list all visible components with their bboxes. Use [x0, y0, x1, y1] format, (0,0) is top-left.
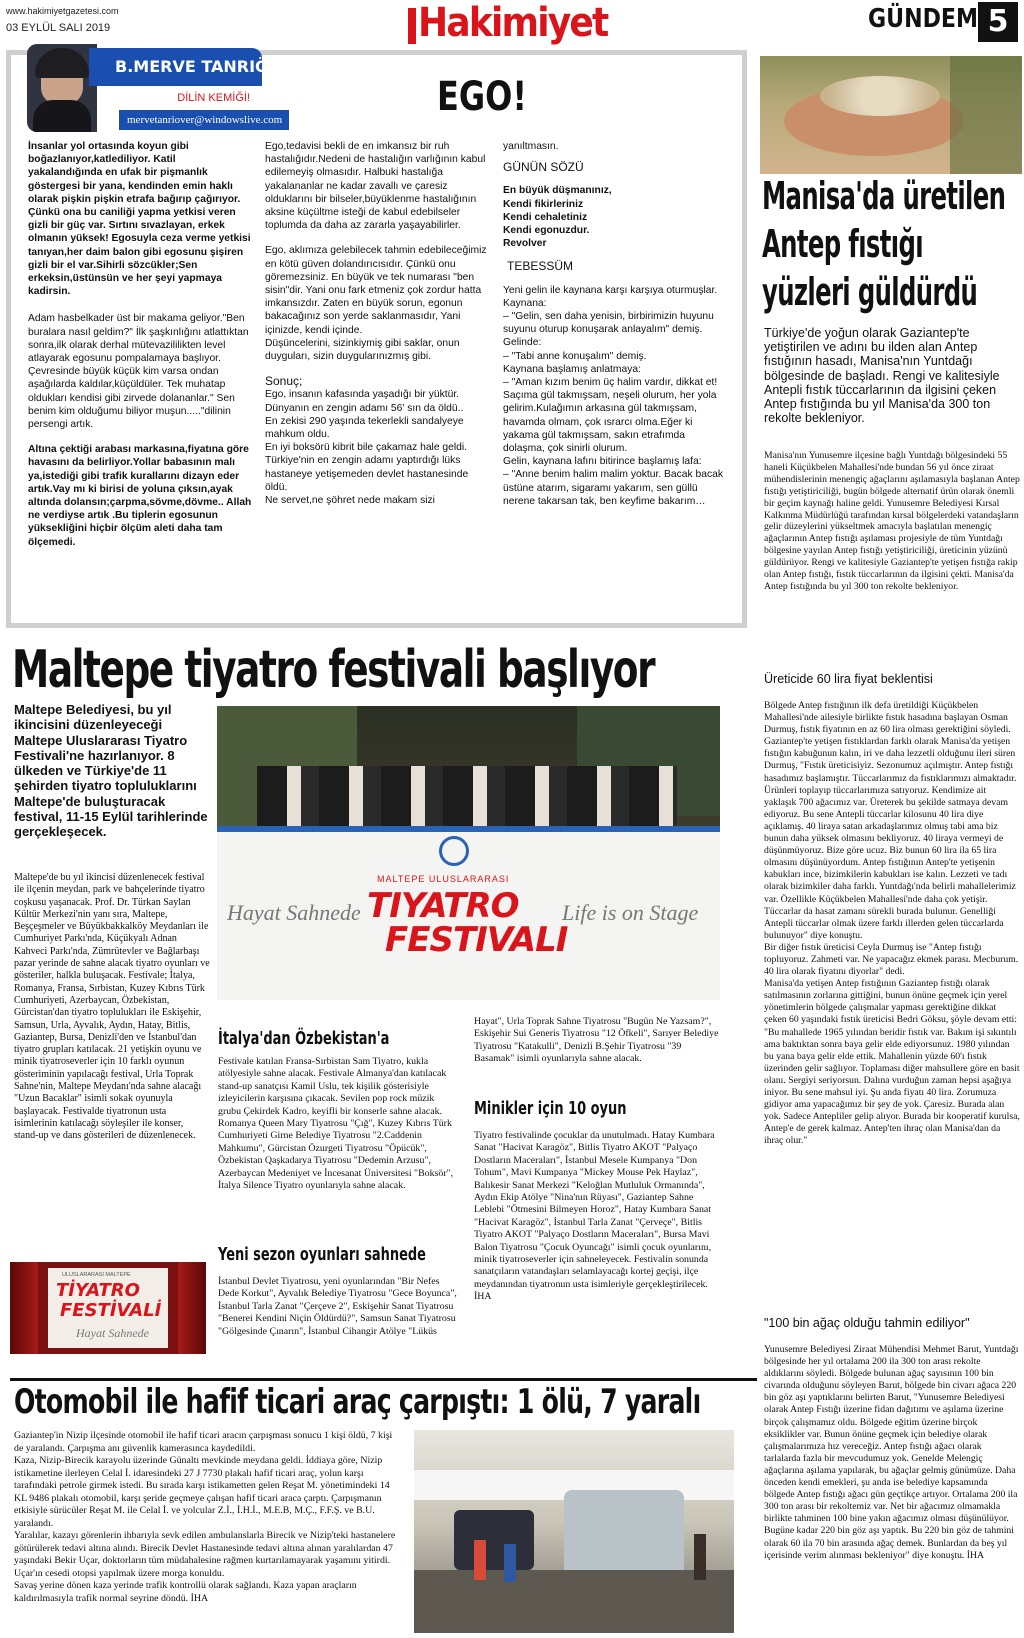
kaza-body: Gaziantep'in Nizip ilçesinde otomobil ile hafif ticari aracın çarpışması sonucu 1 kişi öldü, 7 kişi de yaralandı. Çarpışma anı güvenlik kamerasınca kaydedildi. Kaza, Nizip-Birecik karayolu üzerinde Günaltı mevkinde meydana geldi. İddiaya göre, Nizip istikametine ilerleyen Celal İ. idaresindeki 27 J 7730 plakalı hafif ticari araç, yolun karşı tarafındaki petrole girmek istedi. Bu sırada karşı istikametten gelen Reşat M. yönetimindeki 14 KL 9486 plakalı otomobil, karşı şeride geçmeye çalışan hafif ticari araca çarptı. Çarpışmanın etkisiyle sürücüler Reşat M. ile Celal İ. ve yolcular Z.İ., İ.H.İ., M.E.B, M.Ç., F.F.Ş. ve B.U. yaralandı. Yaralılar, kazayı görenlerin ihbarıyla sevk edilen ambulanslarla Birecik ve Nizip'teki hastanelere götürülerek tedavi altına alındı. Birecik Devlet Hastanesinde tedavi altına alınan yaralılardan 47 yaşındaki Bekir Uçar, doktorların tüm müdahalesine rağmen kurtarılamayarak yaşamını yitirdi. Uçar'ın cesedi otopsi yapılmak üzere morga konuldu. Savaş yerine dönen kaza yerinde trafik kontrollü olarak sağlandı. Kaza yapan araçların kaldırılmasıyla trafik normal seyrine döndü. İHA [14, 1430, 396, 1604]
newspaper-logo [380, 0, 640, 46]
tiyatro-body-italya: Festivale katılan Fransa-Sırbistan Sam Tiyatro, kukla atölyesiyle sahne alacak. Festivale Almanya'dan katılacak stand-up sanatçısı Kamil Uslu, tek kişilik gösterisiyle izleyicilerin karşısına çıkacak. Sevilen pop rock müzik grubu Çekirdek Kadro, keyifli bir konserle sahne alacak. Romanya Queen Mary Tiyatrosu "Çığ", Kuzey Kıbrıs Türk Cumhuriyeti Girne Belediye Tiyatrosu "2.Caddenin Mahkumu", Gürcistan Özurgeti Tiyatrosu "Öpücük", Özbekistan Qaşkadarya Tiyatrosu "Dedemin Arzusu", Azerbaycan Medeniyet ve İncesanat Üniversitesi "Boksör", İtalya Silence Tiyatro oyunlarıyla sahne alacak. [218, 1056, 454, 1192]
quote-of-day: En büyük düşmanınız, Kendi fikirleriniz Kendi cehaletiniz Kendi egonuzdur. Revolver [503, 185, 612, 250]
poster-script: Hayat Sahnede [76, 1326, 149, 1340]
column-text-col3 [503, 140, 727, 520]
festival-banner [217, 826, 720, 1000]
column-tagline: DİLİN KEMİĞİ! [177, 92, 250, 104]
column-paragraph: Altına çektiği arabası markasına,fiyatına göre havasını da belirliyor.Yollar babasının malı ya,istediği gibi trafik kurallarını dizayn eder artık.Vay mı ki birisi de yoluna çıksın,ayak altında dolansın;çarpma,sövme,dövme.. Allah ne verdiyse artık .Bu tiplerin egosunun yüksekliğini hiçbir ölçüm aleti daha tam ölçemedi. [28, 444, 252, 548]
gunun-sozu-label: GÜNÜN SÖZÜ [503, 160, 584, 175]
tiyatro-headline: Maltepe tiyatro festivali başlıyor [12, 640, 655, 700]
logo-text: Hakimiyet [418, 0, 608, 46]
column-paragraph: Ego, insanın kafasında yaşadığı bir yüktür. Dünyanın en zengin adamı 56' sın da öldü.. En zekisi 290 yaşında tekerlekli sandalyeye mahkum oldu. En iyi boksörü kibrit bile çakamaz hale geldi. Türkiye'nin en zengin adamı yaptırdığı lüks hastaneye yetişemeden devlet hastanesinde öldü. Ne servet,ne şöhret nede makam sizi [265, 389, 469, 507]
tebessum-label: TEBESSÜM [507, 259, 574, 274]
banner-title-1: TIYATRO [367, 886, 519, 926]
sonuc-label: Sonuç; [265, 374, 303, 389]
fistik-subhead-1: Üreticide 60 lira fiyat beklentisi [764, 672, 933, 686]
page-number: 5 [978, 2, 1018, 42]
divider [10, 1378, 757, 1381]
poster-title-2: FESTİVALİ [60, 1300, 162, 1321]
tiyatro-lead: Maltepe Belediyesi, bu yıl ikincisini düzenleyeceği Maltepe Uluslararası Tiyatro Festivali'ne hazırlanıyor. 8 ülkeden ve Türkiye'de 11 şehirden tiyatro topluluklarını Maltepe'de buluşturacak festival, 11-15 Eylül tarihlerinde gerçekleşecek. [14, 702, 208, 840]
poster-title-1: TİYATRO [56, 1280, 140, 1301]
column-text-col1 [28, 140, 252, 561]
column-title: EGO! [437, 74, 527, 120]
poster-small-text: ULUSLARARASI MALTEPE [62, 1272, 131, 1278]
author-email[interactable]: mervetanriover@windowslive.com [119, 110, 289, 130]
fistik-lead: Türkiye'de yoğun olarak Gaziantep'te yetiştirilen ve adını bu ilden alan Antep fıstığının hasadı, Manisa'nın Yuntdağı bölgesinde de başladı. Rengi ve kalitesiyle Antepli fıstık tüccarlarının da ilgisini çeken Antep fıstığında bu yıl Manisa'da 300 ton rekolte bekleniyor. [764, 326, 1000, 426]
festival-photo [217, 706, 720, 1000]
fistik-headline-line: Antep fıstığı [762, 222, 923, 266]
tiyatro-subhead-yeni: Yeni sezon oyunları sahnede [218, 1244, 426, 1265]
website-url[interactable]: www.hakimiyetgazetesi.com [6, 6, 119, 16]
tiyatro-body-1: Maltepe'de bu yıl ikincisi düzenlenecek festival ile ilçenin meydan, park ve bahçelerinde tiyatro coşkusu yaşanacak. Prof. Dr. Türkan Saylan Kültür Merkezi'nin yanı sıra, Maltepe, Beşçeşmeler ve Büyükbakkalköy Meydanları ile Cumhuriyet Parkı'nda, Küçükyalı Adnan Kahveci Parkı'nda, Zümrütevler ve Bağlarbaşı pazar yerinde de sahne alacak tiyatro oyunları ve gösteriler, halkla buluşacak. Festivale; İtalya, Romanya, Fransa, Sırbistan, Kuzey Kıbrıs Türk Cumhuriyeti, Azerbaycan, Özbekistan, Gürcistan'dan tiyatro toplulukları ile Eskişehir, Samsun, Urla, Ayvalık, Aydın, Hatay, Bitlis, Gaziantep, Bursa, Denizli'den ve İstanbul'dan tiyatro grupları katılacak. 21 yetişkin oyunu ve minik tiyatroseverler için 10 farklı oyunun gösteriminin yapılacağı festival, Urla Toprak Sahne'nin, Maltepe Meydanı'nda sahne alacağı "Uzun Bacaklar" isimli sokak oyunuyla başlayacak. Festivalde tiyatronun usta isimlerinin katılacağı söyleşiler ile konser, stand-up ve dans gösterileri de düzenlenecek. [14, 872, 210, 1142]
banner-small-text: MALTEPE ULUSLARARASI [377, 874, 510, 884]
banner-title-2: FESTIVALI [385, 920, 568, 960]
fistik-headline-line: yüzleri güldürdü [762, 270, 978, 314]
logo-bar [408, 8, 416, 44]
tiyatro-subhead-italya: İtalya'dan Özbekistan'a [218, 1028, 390, 1049]
fistik-headline [762, 172, 1024, 316]
maltepe-emblem-icon [439, 836, 469, 866]
column-text-col2 [265, 140, 491, 519]
section-name: GÜNDEM [868, 4, 979, 34]
column-paragraph: Ego,tedavisi bekli de en imkansız bir ruh hastalığıdır.Nedeni de hastalığın varlığının kabul edilemeyiş olmasıdır. Halbuki hastalığa yakalananlar ne kadar zavallı ve çaresiz olduklarını bir bilseler,büyüklenme hastalığının aksine küçültme isteği de kabul edebilseler toplumda da daha az zararla yaşayabilirler. [265, 141, 486, 232]
column-paragraph: Adam hasbelkader üst bir makama geliyor."Ben buralara nasıl geldim?" İlk şaşkınlığını atlattıktan sonra,ilk olarak derhal mütevazililikten level atlayarak egosunu pompalamaya başlıyor. Çevresinde büyük küçük kim varsa ondan aşağılarda kaldılar,küçüldüler. Tek muhatap oldukları kendisi gibi zirvede dolananlar." Sen benim kim olduğumu biliyor muşun....."dilinin persengi artık. [28, 313, 249, 431]
column-paragraph: yanıltmasın. [503, 141, 559, 152]
fistik-body-1: Manisa'nın Yunusemre ilçesine bağlı Yuntdağı bölgesindeki 55 haneli Küçükbelen Mahallesi'nde bundan 56 yıl önce ziraat mühendislerinin menengiç ağaçlarını aşılamasıyla başlanan Antep fıstığı yetiştiriciliği, bugün bölgede alternatif ürün olarak önemli bir geçim kaynağı haline geldi. Yunusemre Belediyesi Kırsal Kalkınma Müdürlüğü tarafından kırsal bölgelerdeki vatandaşların gelir düzeylerini yükseltmek amacıyla başlatılan menengiç ağaçlarının Antep fıstığı aşılaması projesiyle de tüm Yuntdağı bölgesine yayılan Antep fıstığı yetiştiriciliği, üreticinin yüzünü güldürüyor. Rengi ve kalitesiyle Gaziantep'te yetişen fıstığa rakip olan Antep fıstığı, fıstık tüccarlarının da ilgisini çekti. Manisa'da Antep fıstığında bu yıl 300 ton rekolte bekleniyor. [764, 450, 1020, 592]
tiyatro-subhead-minik: Minikler için 10 oyun [474, 1098, 627, 1119]
issue-date: 03 EYLÜL SALI 2019 [6, 22, 111, 34]
column-paragraph: İnsanlar yol ortasında koyun gibi boğazlanıyor,katlediliyor. Katil yakalandığında en ufak bir pişmanlık göstergesi bir yana, kendinden emin haklı olarak pişkin pişkin etrafa bağırıp çağırıyor. Çünkü ona bu caniliği yapma yetkisi veren gizli bir güç var. Sırtını sıvazlayan, erkek olmanın yüksek! Egosuyla ceza verme yetkisi tanıyan,her daim balon gibi egosunu şişiren gizli bir el var.Sihirli sözcükler;Sen erkeksin,üstünsün ve her şeyi yapmaya kadirsin. [28, 141, 251, 298]
tiyatro-body-yeni: İstanbul Devlet Tiyatrosu, yeni oyunlarından "Bir Nefes Dede Korkut", Ayvalık Belediye Tiyatrosu "Gece Boyunca", İstanbul Tarla Zanat "Çerçeve 2", Eskişehir Sanat Tiyatrosu "Benerei Kendini Niçin Öldürdü?", Samsun Sanat Tiyatrosu "Gölgesinde Çınarın", İstanbul Cihangir Atölye "Lüküs [218, 1276, 457, 1337]
fistik-headline-line: Manisa'da üretilen [762, 174, 1006, 218]
tiyatro-body-col3: Hayat", Urla Toprak Sahne Tiyatrosu "Bugün Ne Yazsam?", Eskişehir Sui Generis Tiyatrosu "12 Öfkeli", Sarıyer Belediye Tiyatrosu "Katakulli", Denizli B.Şehir Tiyatrosu "39 Basamak" isimli oyunlarıyla sahne alacak. [474, 1016, 719, 1065]
tiyatro-body-minik: Tiyatro festivalinde çocuklar da unutulmadı. Hatay Kumbara Sanat "Hacivat Karagöz", Bitlis Tiyatro AKOT "Palyaço Dostların Maceraları", İstanbul Mesele Kumpanya "Don Tohum", Mavi Kumpanya "Mickey Mouse Pek Haylaz", Balıkesir Sanat Merkezi "Keloğlan Mutluluk Ormanında", Aydın Ekip Atölye "Nina'nın Rüyası", Gaziantep Sahne Leblebi "Ötmesini Bilmeyen Horoz", Hatay Kumbara Sanat "Hacivat Karagöz", İstanbul Tarla Zanat "Çerveçe", Bitlis Tiyatro AKOT "Palyaço Dostların Maceraları", Bursa Mavi Balon Tiyatrosu "Çocuk Oyuncağı" isimli çocuk oyunlarını, minik tiyatroseverler için sahneleyecek. Festivalin sonunda sanatçıların vatandaşları selamlayacağı kortej geçişi, ilçe meydanından tiyatronun usta isimleriyle gerçekleştirilecek. İHA [474, 1130, 715, 1303]
pistachio-photo [760, 56, 1022, 174]
banner-right-script: Life is on Stage [562, 900, 699, 925]
banner-left-script: Hayat Sahnede [227, 900, 361, 925]
fistik-body-2: Bölgede Antep fıstığının ilk defa üretildiği Küçükbelen Mahallesi'nde ailesiyle birlikte fıstık hasadına başlayan Osman Durmuş, fıstık fiyatının en az 60 lira olması gerektiğini söyledi. Gaziantep'te yetişen fıstıklardan farklı olarak Manisa'da yetişen fıstığın kabuğunun kalın, iri ve daha lezzetli olduğunu ileri süren Durmuş, "Fıstık üreticisiyiz. Sezonumuz açılmıştır. Antep fıstığı hasadımız başlamıştır. Tüccarlarımız da fıstıklarımızı almaktadır. Ürünleri toplayıp tüccarlarımıza satıyoruz. Kendimize ait yaklaşık 700 ağacımız var. Üreterek bu şekilde satmaya devam ediyoruz. Bu sene Antepli tüccarlar kilosunu 40 lira diye açıklamış. 40 liraya satan arkadaşlarımız olmuş tabi ama biz bunun daha yüksek olmasını bekliyoruz. 40 liraya vermeyi de düşünmüyoruz. Bize göre ucuz. Biz bunun 60 lira ila 65 lira olmasını düşünüyordum. Antep fıstığının Antep'te yetişenin kabukları ince, bizimkilerin kabukları ise kalın. Lezzeti ve tadı olarak bizimkiler daha farklı. Yuntdağı'nda belirli mahallelerimiz var. Özellikle Küçükbelen Mahallesi'nde daha çok yetişir. Tüccarlar da hasat zamanı sürekli burada bulunur. Genelliği Antepli tüccarlar olmak üzere farklı illerden gelen tüccarlarda bulunuyor" diye konuştu. Bir diğer fıstık üreticisi Ceyla Durmuş ise "Antep fıstığı topluyoruz. Zahmeti var. Ne yapacağız ekmek parası. Mecburum. 40 lira olarak fiyatını diyorlar" dedi. Manisa'da yetişen Antep fıstığının Gaziantep fıstığı olarak satılmasının zorlarına gittiğini, bunun önüne geçmek için yerel yönetimlerin bölgede çalışmalar yapması gerektiğine dikkat çeken 60 yaşındaki fıstık üreticisi Bedri Göksu, şöyle devam etti: "Bu mahallede 1965 yılından beridir fıstık var. Bakım işi sıkıntılı ama baktıktan sonra baya gelir elde ediyorsunuz. 1980 yılından bu yana baya gelir elde ettik. Mahallenin yüzde 60'ı fıstık üzerinden gelir sağlıyor. Toplaması diğer mahsullere göre en basit olanı. Sergiyi seriyorsun. Dalına vurduğun zaman hepsi aşağıya iniyor. Bu sene mahsul iyi. Şu anda fiyatı 40 lira. Zorumuza gidiyor ama yapacağımız bir şey de yok. Çaresiz. Burada alan yok. Sadece Antepliler gelip alıyor. Burada bir kooperatif kurulsa, Antep'e de gerek kalmaz. Antep'ten ihraç olan Manisa'dan da ihraç olur." [764, 700, 1020, 1147]
kaza-headline: Otomobil ile hafif ticari araç çarpıştı: 1 ölü, 7 yaralı [14, 1382, 701, 1422]
column-paragraph: Ego, aklımıza gelebilecek tahmin edebileceğimiz en kötü güven dolandırıcısıdır. Çünkü onu göremezsiniz. En büyük ve tek numarası "ben sisin"dir. Yani onu fark etmeniz çok zordur hatta imkansızdır. Zaten en büyük sorun, egonun bakacağınız son yerde saklanmasıdır, Yani içinizde, kendi içinde. Düşüncelerini, sizinkiymiş gibi saklar, onun duyguları, sizin duygularınızmış gibi. [265, 245, 487, 363]
festival-poster [10, 1262, 206, 1354]
author-name: B.MERVE TANRIÖVER [89, 48, 262, 86]
fistik-subhead-2: "100 bin ağaç olduğu tahmin ediliyor" [764, 1316, 970, 1330]
accident-photo [414, 1430, 734, 1633]
author-badge [27, 44, 304, 132]
author-photo [27, 44, 97, 132]
fistik-body-3: Yunusemre Belediyesi Ziraat Mühendisi Mehmet Barut, Yuntdağı bölgesinde her yıl ortalama 200 ila 300 ton arası rekolte aldıklarını söyledi. Bölgede bulunan ağaç sayısının 100 bin civarında olduğunu söyleyen Barut, bölgede bin civarı ağaca 220 bin göz aşı yaptıklarını belirten Barut, "Yunusemre Belediyesi olarak Antep Fıstığı üzerine fidan dağıtımı ve aşılama üzerine birçok çalışmamız oldu. Bölgede eğitim üzerine birçok eksiklikler var. Bunun önüne geçmek için belediye olarak çalışmalarımıza hız vereceğiz. Antep fıstığı ağacı olarak tarlalarda fazla bir mevcudumuz yok. Genelde Melengiç ağaçlarına aşılama yapılarak, bu ağaçlar gelmiş günümüze. Daha önceden kendi emekleri, şu anda ise belediye kapsamında bölgede Antep fıstığı ağacı gün geçtikçe artıyor. Ortalama 200 ila 300 ton arası bir rekoltemiz var. Net bir ağacımız olmamakla birlikte tahminen 100 bine yakın ağacımız olması düşünülüyor. Bugüne kadar 220 bin göz aşı yaptık. Bu 220 bin göz de tahmini olarak 60 ila 70 bin arasında ağaç demek. Bunlardan da beş yıl içerisinde verim alınması bekleniyor" diye konuştu. İHA [764, 1344, 1019, 1561]
column-paragraph: Yeni gelin ile kaynana karşı karşıya oturmuşlar. Kaynana: – "Gelin, sen daha yenisin, birbirimizin huyunu suyunu oturup konuşarak anlayalım" demiş. Gelinde: – "Tabi anne konuşalım" demiş. Kaynana başlamış anlatmaya: – "Aman kızım benim üç halim vardır, dikkat et! Saçıma gül takmışsam, neşeli olurum, her yola gelirim.Kulağımın arkasına gül takmışsam, havamda olmam, çok ısrarcı olma.Eğer ki yakama gül takmışsam, sakın etrafımda dolaşma, çok sinirli olurum. Gelin, kaynana lafını bitirince başlamış lafa: – "Anne benim halim malim yoktur. Bacak bacak üstüne atarım, sigaramı yakarım, sen güllü nerene takarsan tak, ben keyfime bakarım… [503, 284, 723, 507]
